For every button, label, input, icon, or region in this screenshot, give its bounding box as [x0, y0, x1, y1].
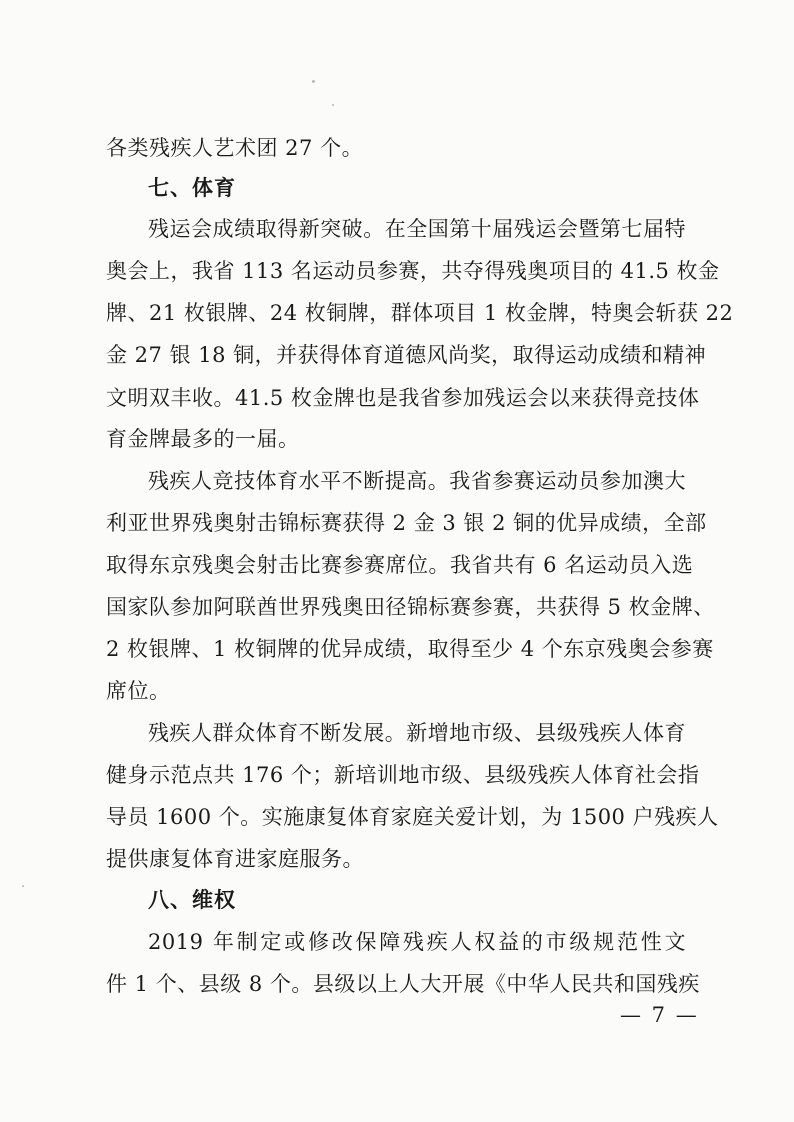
body-line: 2019 年制定或修改保障残疾人权益的市级规范性文	[148, 930, 686, 954]
body-line: 国家队参加阿联酋世界残奥田径锦标赛参赛，共获得 5 枚金牌、	[106, 595, 715, 619]
body-line: 牌、21 枚银牌、24 枚铜牌，群体项目 1 枚金牌，特奥会斩获 22	[106, 301, 734, 325]
scan-speck	[332, 104, 334, 106]
body-line: 残运会成绩取得新突破。在全国第十届残运会暨第七届特	[148, 217, 686, 241]
scan-speck	[312, 80, 315, 83]
section-heading-sports: 七、体育	[148, 176, 236, 200]
body-line: 取得东京残奥会射击比赛参赛席位。我省共有 6 名运动员入选	[106, 553, 694, 577]
body-line: 金 27 银 18 铜，并获得体育道德风尚奖，取得运动成绩和精神	[106, 343, 707, 367]
body-line: 奥会上，我省 113 名运动员参赛，共夺得残奥项目的 41.5 枚金	[106, 259, 720, 283]
page-number: — 7 —	[620, 1003, 699, 1027]
body-line: 文明双丰收。41.5 枚金牌也是我省参加残运会以来获得竞技体	[106, 386, 700, 410]
body-line: 利亚世界残奥射击锦标赛获得 2 金 3 银 2 铜的优异成绩，全部	[106, 511, 707, 535]
body-line: 导员 1600 个。实施康复体育家庭关爱计划，为 1500 户残疾人	[106, 805, 719, 829]
body-line: 2 枚银牌、1 枚铜牌的优异成绩，取得至少 4 个东京残奥会参赛	[106, 637, 714, 661]
body-line: 育金牌最多的一届。	[106, 427, 300, 451]
body-line: 席位。	[106, 679, 171, 703]
body-line: 残疾人竞技体育水平不断提高。我省参赛运动员参加澳大	[148, 469, 686, 493]
body-line: 提供康复体育进家庭服务。	[106, 847, 364, 871]
body-line: 件 1 个、县级 8 个。县级以上人大开展《中华人民共和国残疾	[106, 972, 700, 996]
body-line: 残疾人群众体育不断发展。新增地市级、县级残疾人体育	[148, 721, 686, 745]
section-heading-rights: 八、维权	[148, 888, 236, 912]
body-line: 健身示范点共 176 个；新培训地市级、县级残疾人体育社会指	[106, 763, 700, 787]
body-line: 各类残疾人艺术团 27 个。	[106, 136, 364, 160]
scan-speck	[22, 885, 24, 887]
